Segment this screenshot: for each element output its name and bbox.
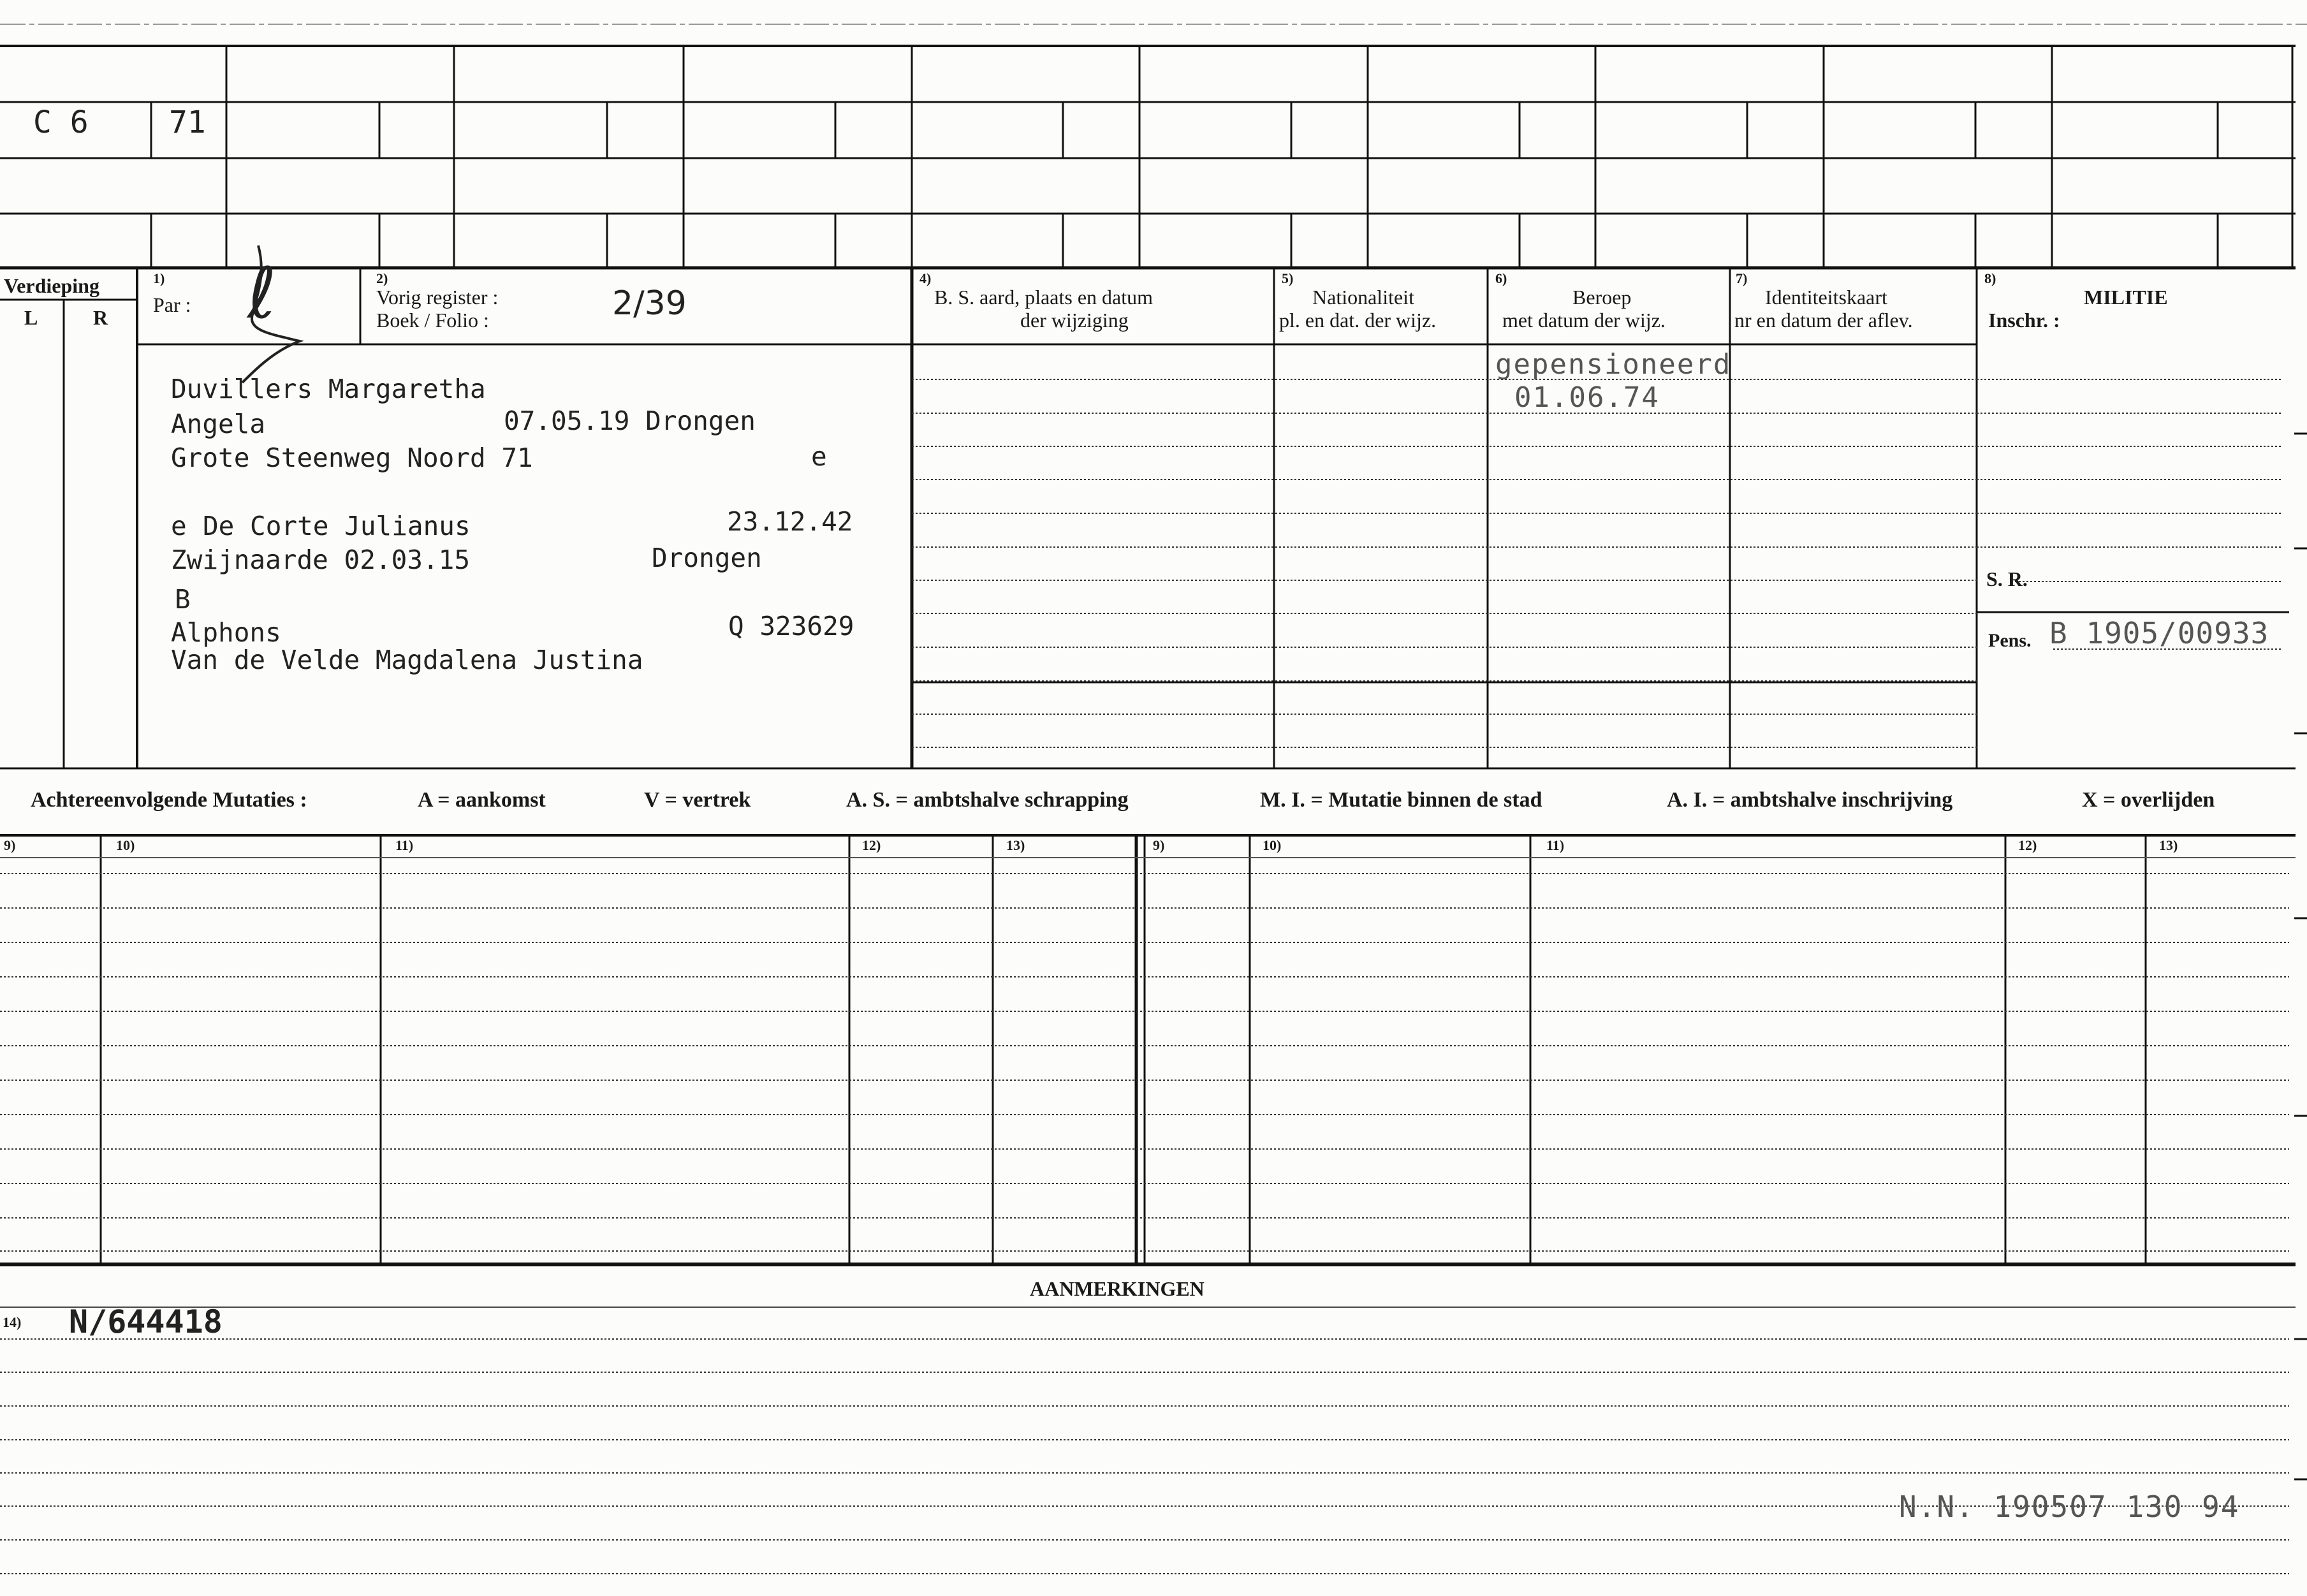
col4-title: B. S. aard, plaats en datum xyxy=(934,286,1154,309)
legend-mutatie-binnen-stad: M. I. = Mutatie binnen de stad xyxy=(1260,788,1542,812)
spouse-name: De Corte Julianus xyxy=(203,511,471,541)
mut-left-col9: 9) xyxy=(4,837,16,853)
col1-number: 1) xyxy=(153,270,165,286)
national-number: N.N. 190507 130 94 xyxy=(1899,1490,2240,1524)
col6-number: 6) xyxy=(1495,270,1507,286)
col7-number: 7) xyxy=(1736,270,1748,286)
legend-vertrek: V = vertrek xyxy=(644,788,751,812)
vorig-register-value: 2/39 xyxy=(612,284,687,323)
grid-number-cell: 71 xyxy=(169,105,206,140)
mut-left-col10: 10) xyxy=(116,837,135,853)
col5-number: 5) xyxy=(1282,270,1294,286)
beroep-value: gepensioneerd xyxy=(1495,348,1732,381)
mut-left-col12: 12) xyxy=(862,837,881,853)
col5-title: Nationaliteit xyxy=(1312,286,1414,309)
col2-number: 2) xyxy=(376,270,388,286)
par-handwritten-mark: ℓ xyxy=(247,253,277,334)
spouse-prefix: e xyxy=(171,511,187,541)
sr-label: S. R. xyxy=(1986,567,2028,590)
boek-folio-label: Boek / Folio : xyxy=(376,309,489,332)
remarks-value: N/644418 xyxy=(69,1303,223,1340)
person-address: Grote Steenweg Noord 71 xyxy=(171,443,533,473)
father-name: Alphons xyxy=(171,617,281,648)
col7-title: Identiteitskaart xyxy=(1765,286,1887,309)
remarks-number: 14) xyxy=(3,1314,22,1330)
mut-right-col10: 10) xyxy=(1263,837,1282,853)
mut-left-col11: 11) xyxy=(395,837,414,853)
legend-ambtshalve-schrapping: A. S. = ambtshalve schrapping xyxy=(846,788,1129,812)
mother-name: Van de Velde Magdalena Justina xyxy=(171,645,643,675)
address-mark: e xyxy=(811,441,827,472)
grid-code-cell: C 6 xyxy=(33,105,89,140)
beroep-date: 01.06.74 xyxy=(1514,381,1660,414)
person-birth: 07.05.19 Drongen xyxy=(504,406,756,436)
legend-overlijden: X = overlijden xyxy=(2082,788,2215,812)
mutations-legend-title: Achtereenvolgende Mutaties : xyxy=(31,788,307,812)
spouse-place: Drongen xyxy=(652,543,762,573)
verdieping-label: Verdieping xyxy=(4,274,99,297)
legend-aankomst: A = aankomst xyxy=(418,788,546,812)
mut-right-col11: 11) xyxy=(1546,837,1565,853)
b-mark: B xyxy=(175,584,191,615)
person-name: Duvillers Margaretha xyxy=(171,374,486,404)
vorig-register-label: Vorig register : xyxy=(376,286,499,309)
verdieping-right: R xyxy=(93,306,108,329)
remarks-title: AANMERKINGEN xyxy=(1030,1277,1205,1300)
par-label: Par : xyxy=(153,293,191,316)
pens-label: Pens. xyxy=(1988,630,2032,651)
mut-right-col13: 13) xyxy=(2159,837,2178,853)
mut-right-col9: 9) xyxy=(1153,837,1165,853)
militie-inschr-label: Inschr. : xyxy=(1988,309,2060,332)
marriage-date: 23.12.42 xyxy=(727,506,853,537)
id-number: Q 323629 xyxy=(728,611,854,641)
mut-right-col12: 12) xyxy=(2018,837,2037,853)
person-first-name: Angela xyxy=(171,409,266,439)
spouse-birth: Zwijnaarde 02.03.15 xyxy=(171,545,470,575)
legend-ambtshalve-inschrijving: A. I. = ambtshalve inschrijving xyxy=(1667,788,1953,812)
mut-left-col13: 13) xyxy=(1006,837,1025,853)
col6-subtitle: met datum der wijz. xyxy=(1502,309,1666,332)
col8-number: 8) xyxy=(1984,270,1996,286)
col4-number: 4) xyxy=(919,270,932,286)
pens-value: B 1905/00933 xyxy=(2049,616,2269,650)
col7-subtitle: nr en datum der aflev. xyxy=(1734,309,1913,332)
col5-subtitle: pl. en dat. der wijz. xyxy=(1279,309,1437,332)
col4-subtitle: der wijziging xyxy=(1020,309,1129,332)
verdieping-left: L xyxy=(24,306,38,329)
militie-title: MILITIE xyxy=(2084,286,2168,309)
col6-title: Beroep xyxy=(1572,286,1632,309)
